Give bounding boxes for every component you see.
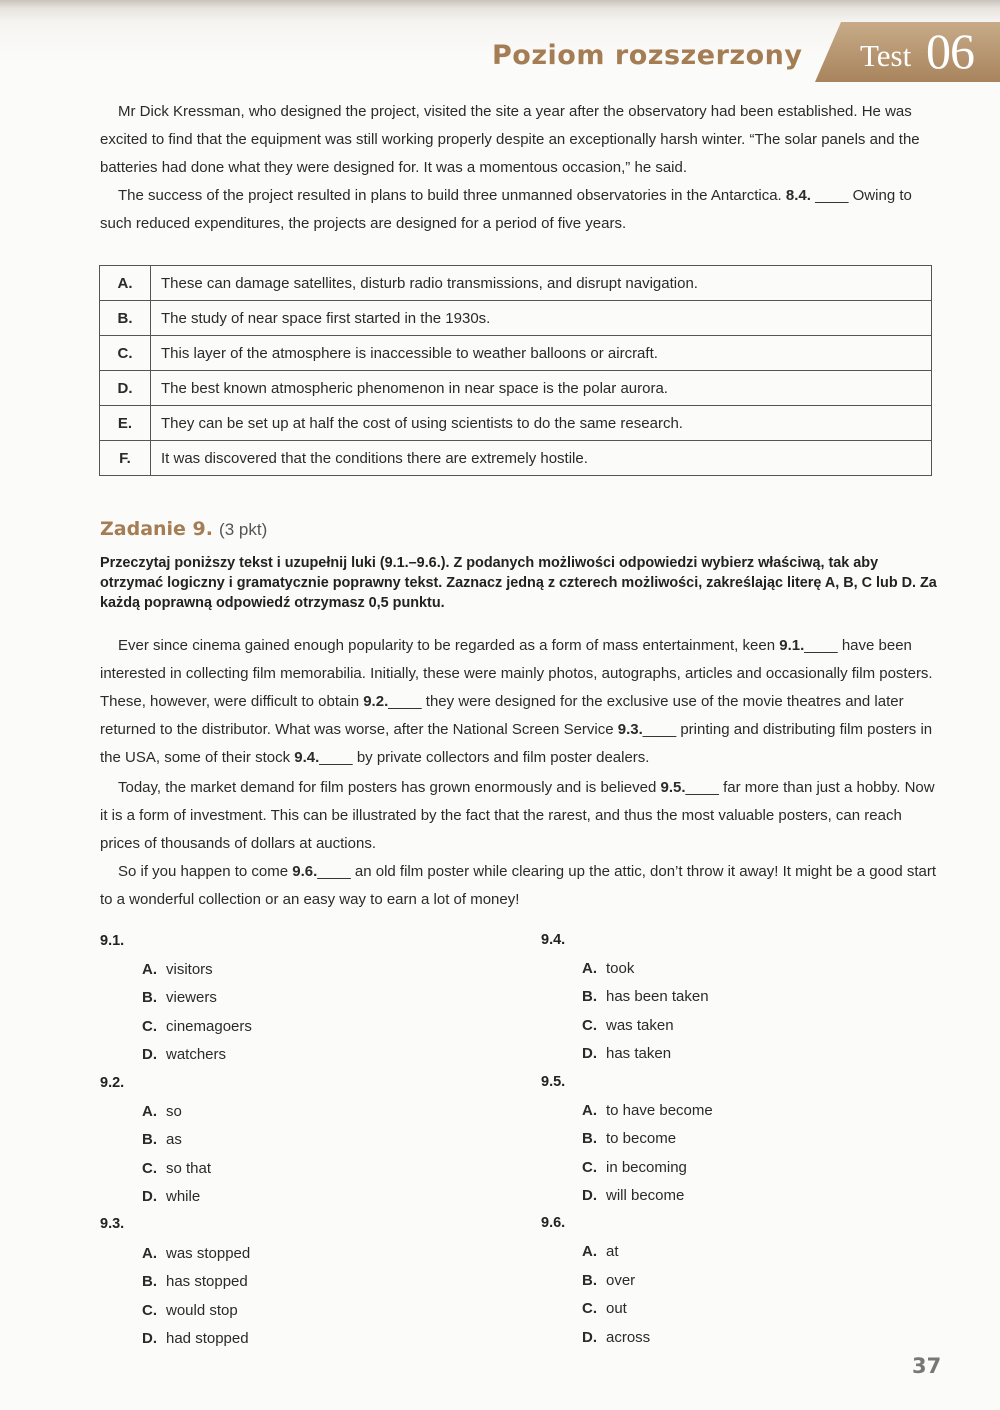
option-9-5-d[interactable]: D. will become (582, 1187, 685, 1204)
option-9-4-a[interactable]: A. took (582, 960, 635, 977)
option-9-4-d[interactable]: D. has taken (582, 1045, 672, 1062)
option-9-2-a[interactable]: A. so (142, 1103, 182, 1120)
task-title: Zadanie 9. (100, 518, 213, 540)
question-9-2-number: 9.2. (100, 1075, 125, 1091)
question-9-6-number: 9.6. (541, 1215, 566, 1231)
question-9-4-number: 9.4. (541, 932, 566, 948)
cloze-paragraph-1: Ever since cinema gained enough popularity to be regarded as a form of mass entertainment, keen 9.1.____ have been interested in collecting film memorabilia. Initially, these were mainly photos, autographs, articles and occasionally film posters. These, however, were difficult to obtain 9.2.____ they were designed for the exclusive use of the movie theatres and later returned to the distributor. What was worse, after the National Screen Service 9.3.____ printing and distributing film posters in the USA, some of their stock 9.4.____ by private collectors and film poster dealers. (100, 637, 933, 766)
option-9-1-b[interactable]: B. viewers (142, 989, 217, 1006)
table-row: F. It was discovered that the conditions there are extremely hostile. (100, 441, 932, 476)
option-9-3-c[interactable]: C. would stop (142, 1302, 238, 1319)
option-9-2-b[interactable]: B. as (142, 1131, 182, 1148)
passage-paragraph-1: Mr Dick Kressman, who designed the project, visited the site a year after the observatory had been established. He was excited to find that the equipment was still working properly despite an exceptionally harsh winter. “The solar panels and the batteries had done what they were designed for. It was a momentous occasion,” he said. (100, 103, 920, 176)
table-row: C. This layer of the atmosphere is inaccessible to weather balloons or aircraft. (100, 336, 932, 371)
table-row: B. The study of near space first started in the 1930s. (100, 301, 932, 336)
table-row: E. They can be set up at half the cost of using scientists to do the same research. (100, 406, 932, 441)
blank: ____ (815, 187, 849, 204)
question-9-3-number: 9.3. (100, 1216, 125, 1232)
option-9-5-b[interactable]: B. to become (582, 1130, 677, 1147)
option-9-1-a[interactable]: A. visitors (142, 961, 213, 978)
question-9-5-number: 9.5. (541, 1074, 566, 1090)
gap-8-4: 8.4. (785, 187, 811, 204)
option-9-1-c[interactable]: C. cinemagoers (142, 1018, 252, 1035)
option-9-3-a[interactable]: A. was stopped (142, 1245, 251, 1262)
option-9-4-c[interactable]: C. was taken (582, 1017, 674, 1034)
option-9-1-d[interactable]: D. watchers (142, 1046, 227, 1063)
option-9-3-b[interactable]: B. has stopped (142, 1273, 248, 1290)
option-9-6-b[interactable]: B. over (582, 1272, 636, 1289)
option-9-5-c[interactable]: C. in becoming (582, 1159, 687, 1176)
section-title: Poziom rozszerzony (492, 40, 803, 71)
option-9-4-b[interactable]: B. has been taken (582, 988, 709, 1005)
cloze-paragraph-3: So if you happen to come 9.6.____ an old film poster while clearing up the attic, don’t throw it away! It might be a good start to a wonderful collection or an easy way to earn a lot of money! (100, 863, 937, 908)
option-9-5-a[interactable]: A. to have become (582, 1102, 713, 1119)
cloze-paragraph-2: Today, the market demand for film posters has grown enormously and is believed 9.5.____ far more than just a hobby. Now it is a form of investment. This can be illustrated by the fact that the rarest, and thus the most valuable posters, can reach prices of thousands of dollars at auctions. (100, 779, 935, 852)
option-9-2-d[interactable]: D. while (142, 1188, 201, 1205)
test-number: 06 (926, 23, 974, 79)
option-9-6-d[interactable]: D. across (582, 1329, 651, 1346)
options-table (99, 265, 932, 476)
option-9-2-c[interactable]: C. so that (142, 1160, 212, 1177)
table-row: A. These can damage satellites, disturb radio transmissions, and disrupt navigation. (100, 266, 932, 301)
passage-paragraph-2: The success of the project resulted in plans to build three unmanned observatories in the Antarctica. 8.4. ____ Owing to such reduced expenditures, the projects are designed for a period of five years. (100, 187, 912, 232)
test-label: Test (860, 38, 912, 73)
page-number: 37 (912, 1354, 942, 1378)
option-9-6-c[interactable]: C. out (582, 1300, 627, 1317)
table-row: D. The best known atmospheric phenomenon in near space is the polar aurora. (100, 371, 932, 406)
option-9-3-d[interactable]: D. had stopped (142, 1330, 249, 1347)
task-points: (3 pkt) (219, 520, 268, 539)
task-heading (100, 518, 267, 540)
option-9-6-a[interactable]: A. at (582, 1243, 619, 1260)
question-9-1-number: 9.1. (100, 933, 125, 949)
task-instruction: Przeczytaj poniższy tekst i uzupełnij luki (9.1.–9.6.). Z podanych możliwości odpowiedzi wybierz właściwą, tak aby otrzymać logiczny i gramatycznie poprawny tekst. Zaznacz jedną z czterech możliwości, zakreślając literę A, B, C lub D. Za każdą poprawną odpowiedź otrzymasz 0,5 punktu. (100, 555, 937, 611)
